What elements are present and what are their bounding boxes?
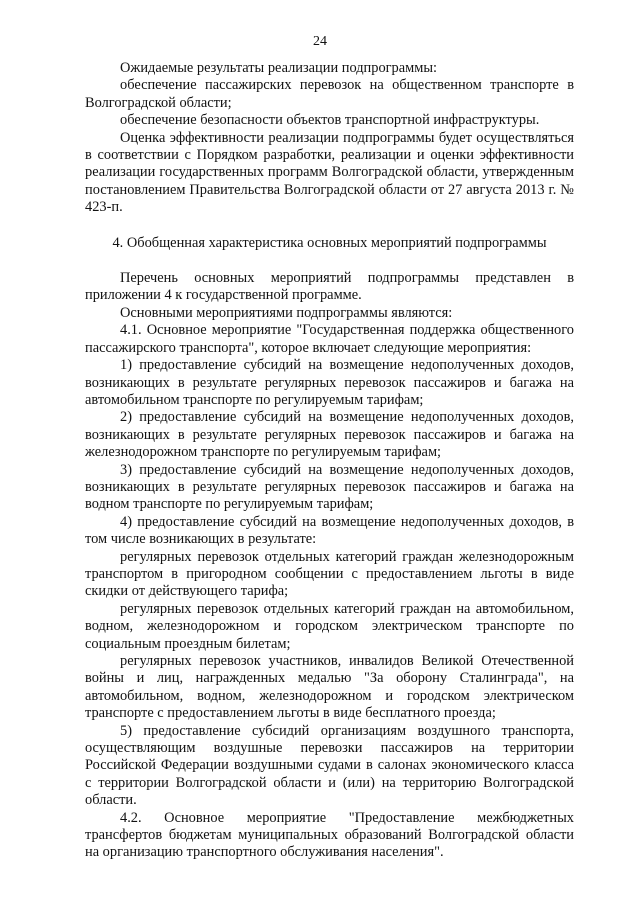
paragraph-activity-4-1: 4.1. Основное мероприятие "Государственная поддержка общественного пассажирского транспорта", которое включает следующие мероприятия: — [85, 322, 574, 356]
page-number: 24 — [313, 34, 327, 49]
sub-item-social-tickets: регулярных перевозок отдельных категорий граждан на автомобильном, водном, железнодорожном и городском электрическом транспорте по социальным проездным билетам; — [85, 600, 574, 652]
paragraph-infrastructure-safety: обеспечение безопасности объектов транспортной инфраструктуры. — [120, 112, 540, 129]
sub-item-veterans: регулярных перевозок участников, инвалидов Великой Отечественной войны и лиц, награжденных медалью "За оборону Сталинграда", на автомобильном, водном, железнодорожном и городском электрическом транспорте с предоставлением льготы в виде бесплатного проезда; — [85, 653, 574, 722]
paragraph-list-reference: Перечень основных мероприятий подпрограммы представлен в приложении 4 к государственной программе. — [85, 270, 574, 304]
list-item-5: 5) предоставление субсидий организациям воздушного транспорта, осуществляющим воздушные перевозки пассажиров на территории Российской Федерации воздушными судами в салонах экономического класса с территории Волгоградской области и (или) на территорию Волгоградской области. — [85, 722, 574, 809]
paragraph-efficiency-assessment: Оценка эффективности реализации подпрограммы будет осуществляться в соответствии с Порядком разработки, реализации и оценки эффективности реализации государственных программ Волгоградской области, утвержденным постановлением Правительства Волгоградской области от 27 августа 2013 г. № 423-п. — [85, 129, 574, 216]
list-item-3: 3) предоставление субсидий на возмещение недополученных доходов, возникающих в результате регулярных перевозок пассажиров и багажа на водном транспорте по регулируемым тарифам; — [85, 461, 574, 513]
list-item-1: 1) предоставление субсидий на возмещение недополученных доходов, возникающих в результате регулярных перевозок пассажиров и багажа на автомобильном транспорте по регулируемым тарифам; — [85, 357, 574, 408]
sub-item-railway-discount: регулярных перевозок отдельных категорий граждан железнодорожным транспортом в пригородном сообщении с предоставлением льготы в виде скидки от действующего тарифа; — [85, 548, 574, 600]
paragraph-passenger-transport: обеспечение пассажирских перевозок на общественном транспорте в Волгоградской области; — [85, 77, 574, 111]
list-item-4: 4) предоставление субсидий на возмещение недополученных доходов, в том числе возникающих в результате: — [85, 513, 574, 548]
paragraph-expected-results: Ожидаемые результаты реализации подпрограммы: — [120, 60, 438, 76]
paragraph-activity-4-2: 4.2. Основное мероприятие "Предоставление межбюджетных трансфертов бюджетам муниципальных образований Волгоградской области на организацию транспортного обслуживания населения". — [85, 809, 574, 861]
document-body — [85, 60, 574, 862]
paragraph-main-activities: Основными мероприятиями подпрограммы являются: — [120, 304, 453, 321]
list-item-2: 2) предоставление субсидий на возмещение недополученных доходов, возникающих в результате регулярных перевозок пассажиров и багажа на железнодорожном транспорте по регулируемым тарифам; — [85, 409, 574, 461]
section-heading: 4. Обобщенная характеристика основных мероприятий подпрограммы — [112, 234, 547, 251]
